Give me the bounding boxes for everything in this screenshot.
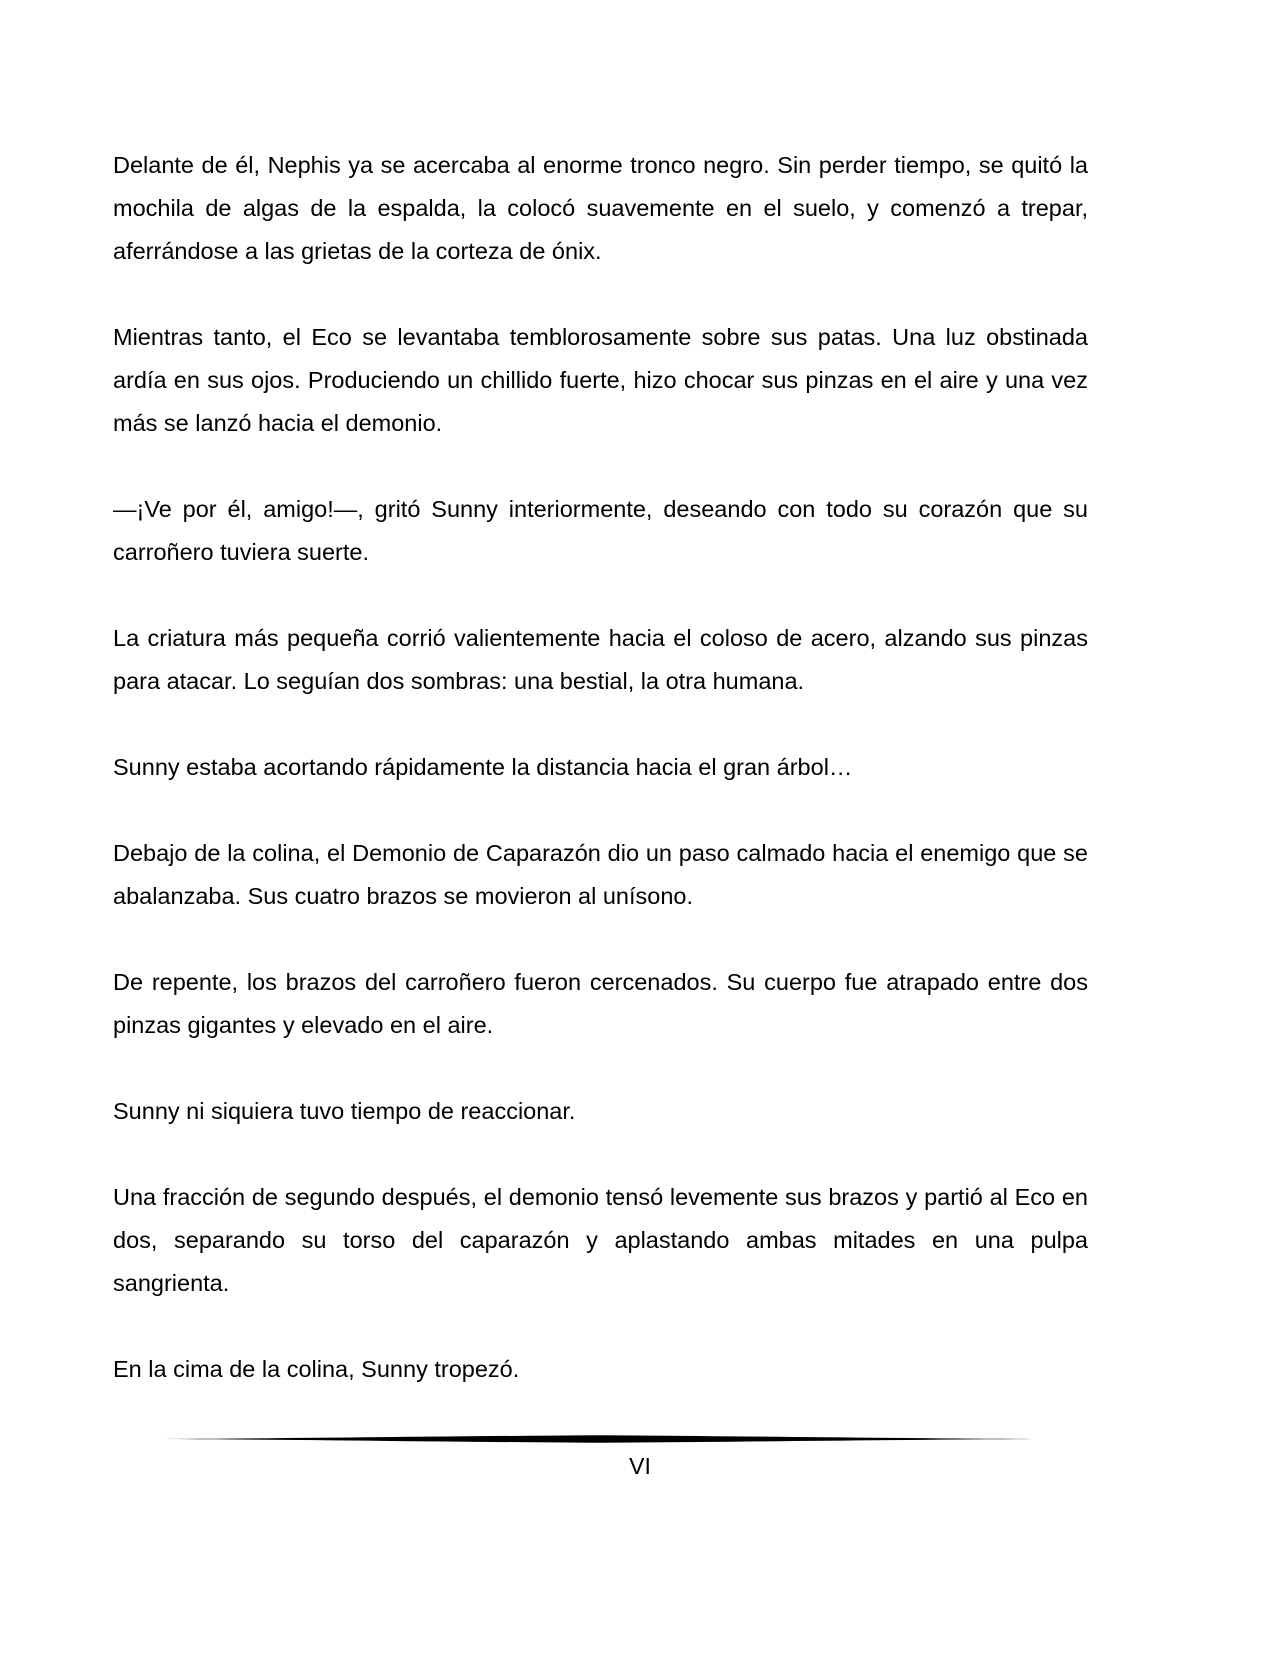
paragraph: Mientras tanto, el Eco se levantaba temblorosamente sobre sus patas. Una luz obstinada ardía en sus ojos. Produciendo un chillido fuerte, hizo chocar sus pinzas en el aire y una vez más se lanzó hacia el demonio. <box>113 324 1088 436</box>
page-number: VI <box>629 1453 651 1479</box>
paragraph: Una fracción de segundo después, el demonio tensó levemente sus brazos y partió al Eco en dos, separando su torso del caparazón y aplastando ambas mitades en una pulpa sangrienta. <box>113 1184 1088 1296</box>
paragraph: La criatura más pequeña corrió valientemente hacia el coloso de acero, alzando sus pinzas para atacar. Lo seguían dos sombras: una bestial, la otra humana. <box>113 625 1088 694</box>
page-body <box>113 144 1088 1434</box>
footer-divider <box>152 1434 1048 1444</box>
paragraph: En la cima de la colina, Sunny tropezó. <box>113 1356 520 1382</box>
paragraph: Delante de él, Nephis ya se acercaba al enorme tronco negro. Sin perder tiempo, se quitó la mochila de algas de la espalda, la colocó suavemente en el suelo, y comenzó a trepar, aferrándose a las grietas de la corteza de ónix. <box>113 152 1088 264</box>
paragraph: De repente, los brazos del carroñero fueron cercenados. Su cuerpo fue atrapado entre dos pinzas gigantes y elevado en el aire. <box>113 969 1088 1038</box>
paragraph: —¡Ve por él, amigo!—, gritó Sunny interiormente, deseando con todo su corazón que su carroñero tuviera suerte. <box>113 496 1088 565</box>
paragraph: Sunny estaba acortando rápidamente la distancia hacia el gran árbol… <box>113 754 853 780</box>
paragraph: Debajo de la colina, el Demonio de Caparazón dio un paso calmado hacia el enemigo que se abalanzaba. Sus cuatro brazos se movieron al unísono. <box>113 840 1088 909</box>
paragraph: Sunny ni siquiera tuvo tiempo de reaccionar. <box>113 1098 576 1124</box>
